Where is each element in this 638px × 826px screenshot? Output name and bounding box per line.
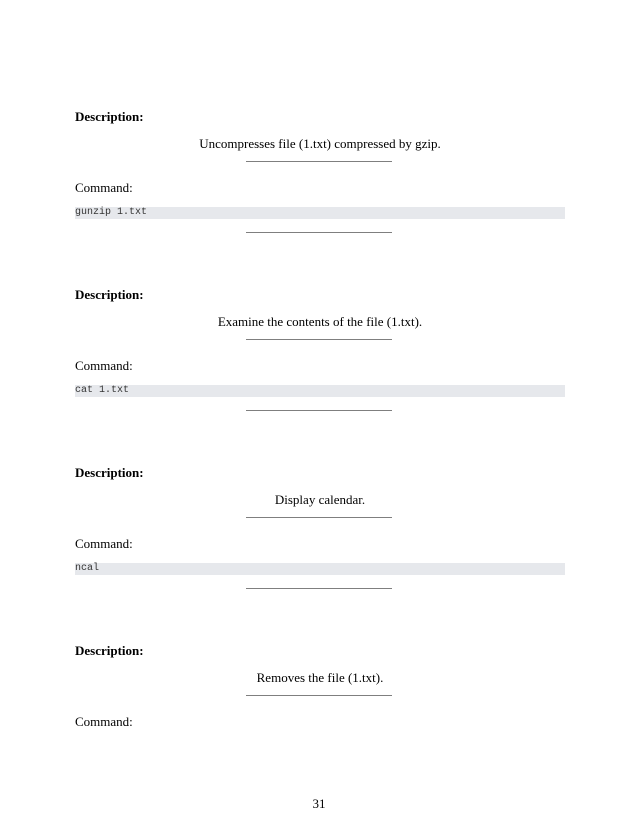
description-text: Uncompresses file (1.txt) compressed by gzip.	[199, 136, 441, 151]
page-number: 31	[312, 796, 326, 811]
description-label: Description:	[75, 287, 144, 302]
description-rule	[246, 517, 392, 518]
command-code: ncal	[75, 563, 565, 575]
command-code: cat 1.txt	[75, 385, 565, 397]
command-label: Command:	[75, 180, 133, 195]
command-rule	[246, 232, 392, 233]
command-rule	[246, 410, 392, 411]
description-rule	[246, 695, 392, 696]
command-label: Command:	[75, 358, 133, 373]
description-label: Description:	[75, 643, 144, 658]
command-code: gunzip 1.txt	[75, 207, 565, 219]
command-rule	[246, 588, 392, 589]
command-label: Command:	[75, 536, 133, 551]
description-rule	[246, 161, 392, 162]
description-label: Description:	[75, 465, 144, 480]
description-text: Removes the file (1.txt).	[256, 670, 384, 685]
description-rule	[246, 339, 392, 340]
command-label: Command:	[75, 714, 133, 729]
description-text: Display calendar.	[274, 492, 366, 507]
description-label: Description:	[75, 109, 144, 124]
description-text: Examine the contents of the file (1.txt).	[217, 314, 423, 329]
